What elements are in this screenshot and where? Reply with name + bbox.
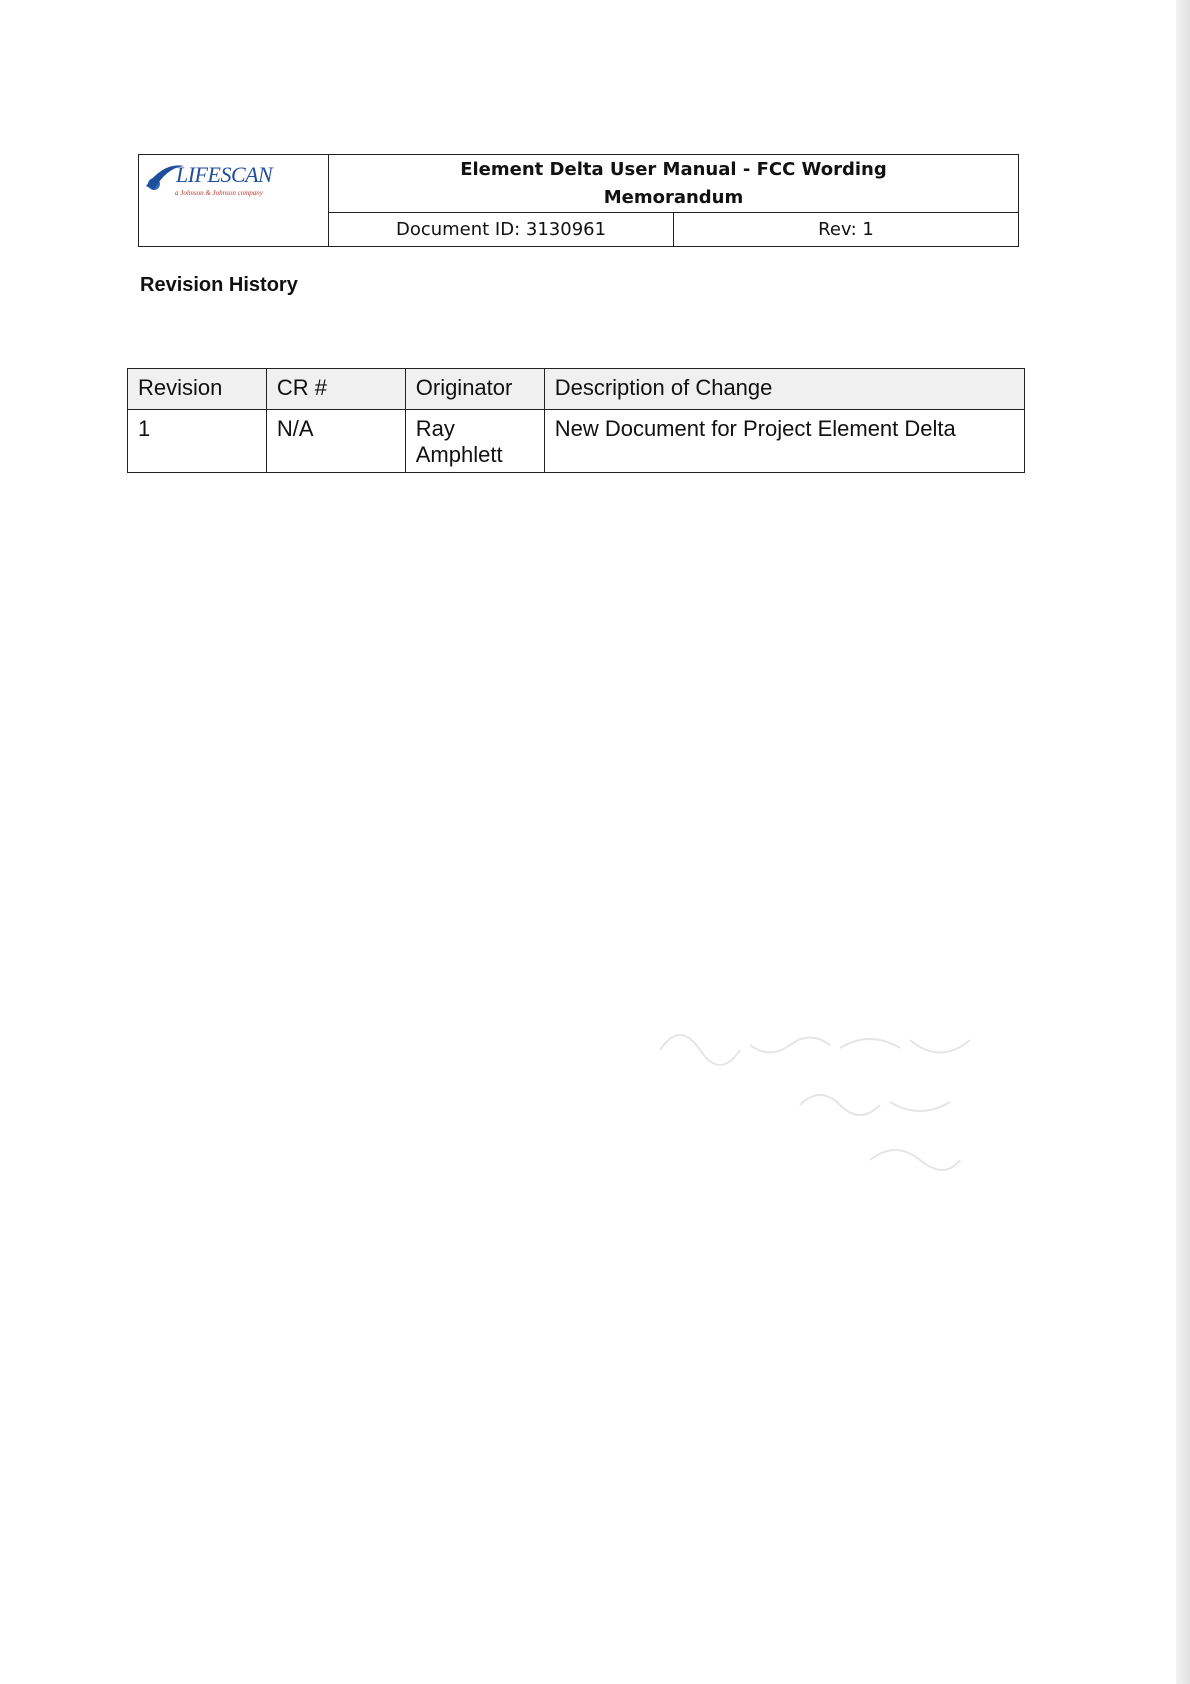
faint-signature-image — [650, 1010, 990, 1190]
revision-history-table — [127, 368, 1025, 473]
table-header-row — [128, 369, 1025, 410]
header-originator: Originator — [405, 369, 544, 410]
document-header — [138, 154, 1019, 247]
cell-originator — [405, 410, 544, 473]
document-title — [329, 155, 1018, 213]
document-title-line2: Memorandum — [603, 186, 744, 208]
originator-line1: Ray — [415, 416, 455, 441]
cell-revision: 1 — [128, 410, 267, 473]
cell-description: New Document for Project Element Delta — [544, 410, 1024, 473]
table-row — [128, 410, 1025, 473]
logo-cell — [139, 155, 329, 246]
logo-subtext: a Johnson & Johnson company — [175, 189, 263, 197]
header-revision: Revision — [128, 369, 267, 410]
cell-cr: N/A — [266, 410, 405, 473]
originator-line2: Amphlett — [415, 442, 503, 467]
logo-wordmark: LIFESCAN — [176, 162, 273, 187]
document-revision: Rev: 1 — [818, 219, 874, 240]
header-description: Description of Change — [544, 369, 1024, 410]
document-id: Document ID: 3130961 — [329, 213, 674, 246]
revision-history-heading: Revision History — [140, 274, 298, 296]
document-title-line1: Element Delta User Manual - FCC Wording — [460, 158, 887, 180]
header-cr: CR # — [266, 369, 405, 410]
page-edge — [1176, 0, 1190, 1684]
